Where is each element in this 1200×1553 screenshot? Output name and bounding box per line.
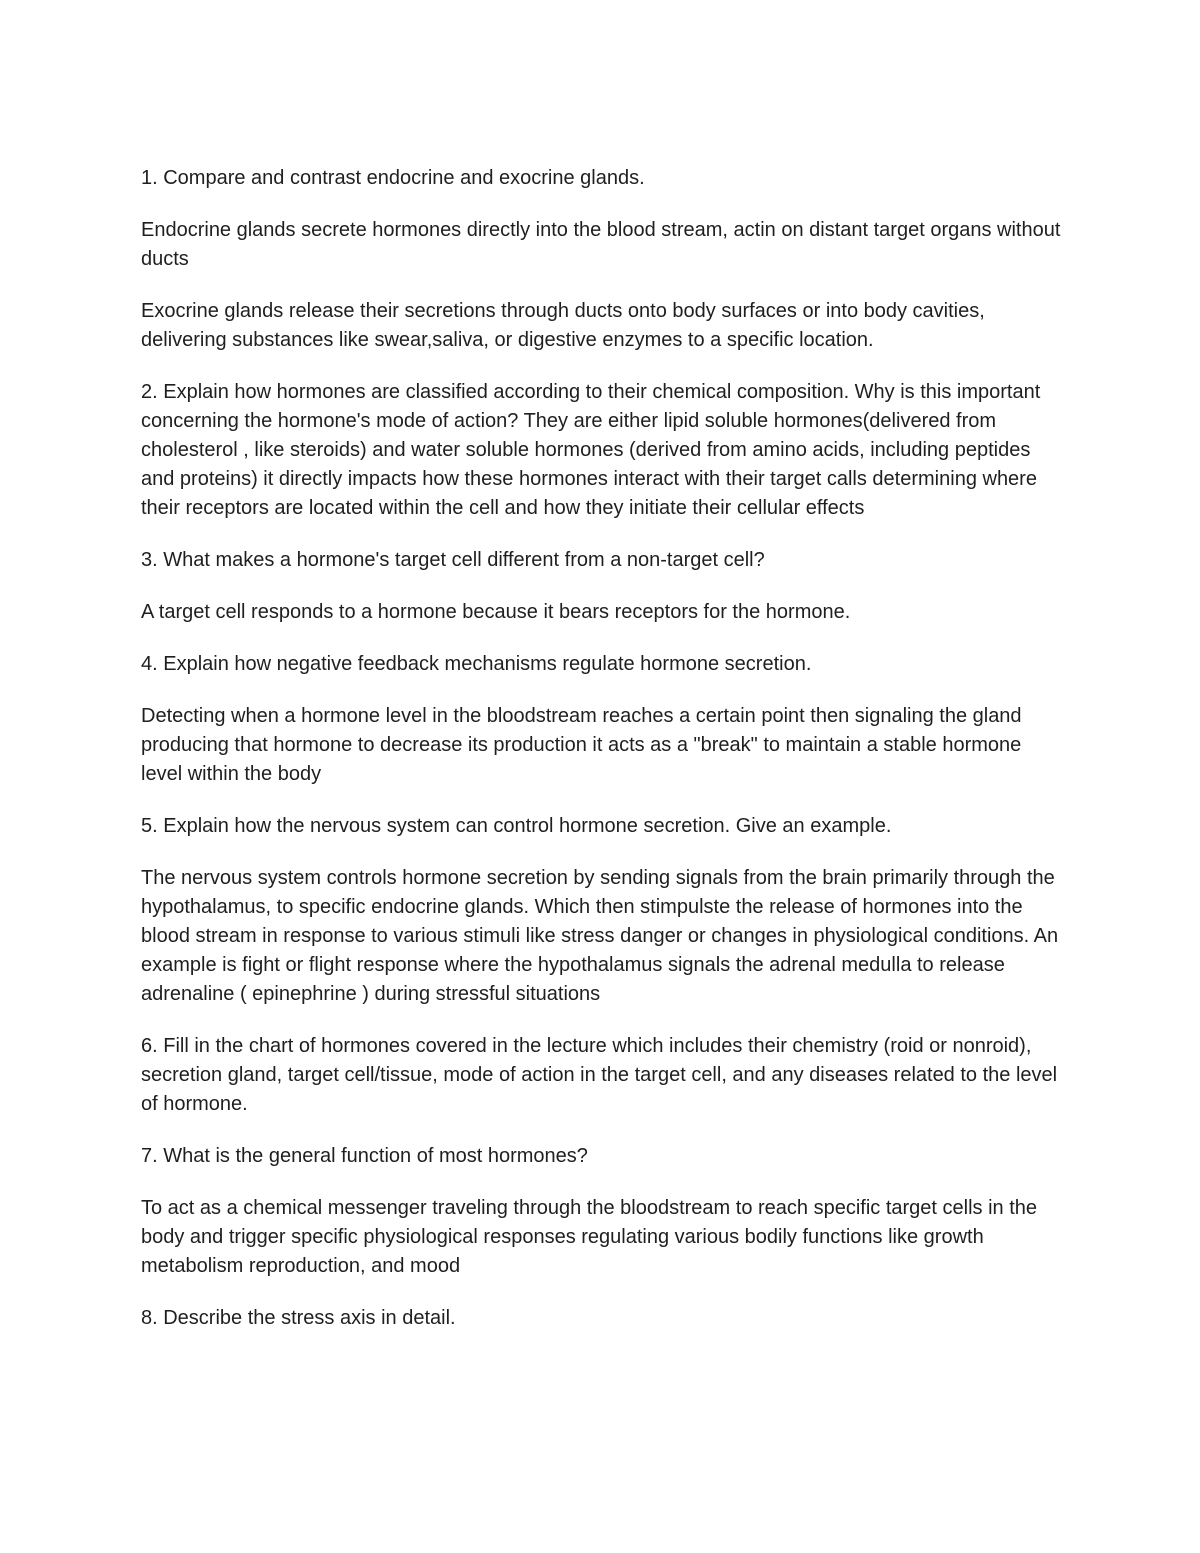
- question-7: 7. What is the general function of most hormones?: [141, 1145, 588, 1167]
- answer-3: A target cell responds to a hormone because it bears receptors for the hormone.: [141, 601, 851, 623]
- question-8: 8. Describe the stress axis in detail.: [141, 1307, 456, 1329]
- question-1: 1. Compare and contrast endocrine and exocrine glands.: [141, 167, 645, 189]
- answer-1-exocrine: Exocrine glands release their secretions through ducts onto body surfaces or into body cavities, delivering substances like swear,saliva, or digestive enzymes to a specific location.: [141, 300, 985, 351]
- question-5: 5. Explain how the nervous system can control hormone secretion. Give an example.: [141, 815, 892, 837]
- answer-4: Detecting when a hormone level in the bloodstream reaches a certain point then signaling the gland producing that hormone to decrease its production it acts as a "break" to maintain a stable hormone level within the body: [141, 705, 1022, 785]
- document-body: [141, 164, 1066, 1356]
- answer-5: The nervous system controls hormone secretion by sending signals from the brain primarily through the hypothalamus, to specific endocrine glands. Which then stimpulste the release of hormones into the blood stream in response to various stimuli like stress danger or changes in physiological conditions. An example is fight or flight response where the hypothalamus signals the adrenal medulla to release adrenaline ( epinephrine ) during stressful situations: [141, 867, 1059, 1005]
- answer-7: To act as a chemical messenger traveling through the bloodstream to reach specific target cells in the body and trigger specific physiological responses regulating various bodily functions like growth metabolism reproduction, and mood: [141, 1197, 1038, 1277]
- question-2-with-answer: 2. Explain how hormones are classified according to their chemical composition. Why is this important concerning the hormone's mode of action? They are either lipid soluble hormones(delivered from cholesterol , like steroids) and water soluble hormones (derived from amino acids, including peptides and proteins) it directly impacts how these hormones interact with their target calls determining where their receptors are located within the cell and how they initiate their cellular effects: [141, 381, 1041, 519]
- question-4: 4. Explain how negative feedback mechanisms regulate hormone secretion.: [141, 653, 812, 675]
- answer-1-endocrine: Endocrine glands secrete hormones directly into the blood stream, actin on distant target organs without ducts: [141, 219, 1061, 270]
- question-3: 3. What makes a hormone's target cell different from a non-target cell?: [141, 549, 765, 571]
- question-6: 6. Fill in the chart of hormones covered in the lecture which includes their chemistry (roid or nonroid), secretion gland, target cell/tissue, mode of action in the target cell, and any diseases related to the level of hormone.: [141, 1035, 1058, 1115]
